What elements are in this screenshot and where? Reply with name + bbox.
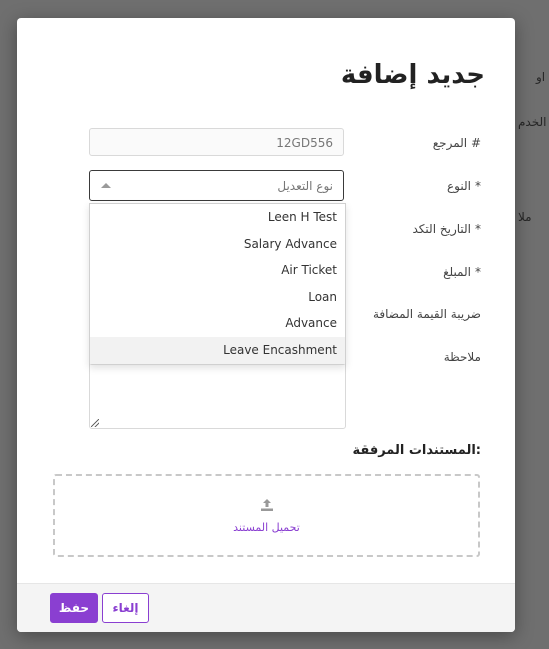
reference-label: المرجع # (432, 136, 481, 150)
cancel-button[interactable]: إلغاء (102, 593, 149, 623)
dropdown-option[interactable]: Air Ticket (281, 263, 337, 278)
note-textarea[interactable] (89, 358, 346, 429)
type-select[interactable] (89, 170, 344, 201)
dropdown-option-highlighted[interactable]: Leave Encashment (90, 337, 345, 364)
vat-label: ضريبة القيمة المضافة (372, 307, 481, 321)
type-label: النوع * (447, 179, 481, 193)
add-new-modal (17, 18, 515, 632)
reference-value: 12GD556 (276, 136, 333, 150)
upload-dropzone[interactable] (53, 474, 480, 557)
dropdown-option[interactable]: Loan (308, 289, 337, 304)
attachments-title: المستندات المرفقة: (352, 443, 481, 458)
reference-field[interactable] (89, 128, 344, 156)
type-dropdown-menu (89, 203, 346, 365)
caret-up-icon (101, 183, 111, 188)
upload-icon (260, 498, 274, 512)
amount-label: المبلغ * (443, 265, 481, 279)
type-placeholder: نوع التعديل (277, 179, 333, 193)
save-button[interactable]: حفظ (50, 593, 98, 623)
dropdown-option[interactable]: Advance (285, 316, 337, 331)
modal-title: جديد إضافة (340, 60, 485, 90)
dropdown-option[interactable]: Leen H Test (267, 210, 337, 224)
resize-handle-icon[interactable] (91, 419, 99, 427)
upload-document-link[interactable]: تحميل المستند (233, 521, 300, 534)
date-label: التاريخ التكد * (412, 222, 481, 236)
note-label: ملاحظة (443, 350, 481, 364)
dropdown-option[interactable]: Salary Advance (243, 236, 337, 251)
modal-footer (17, 583, 515, 632)
